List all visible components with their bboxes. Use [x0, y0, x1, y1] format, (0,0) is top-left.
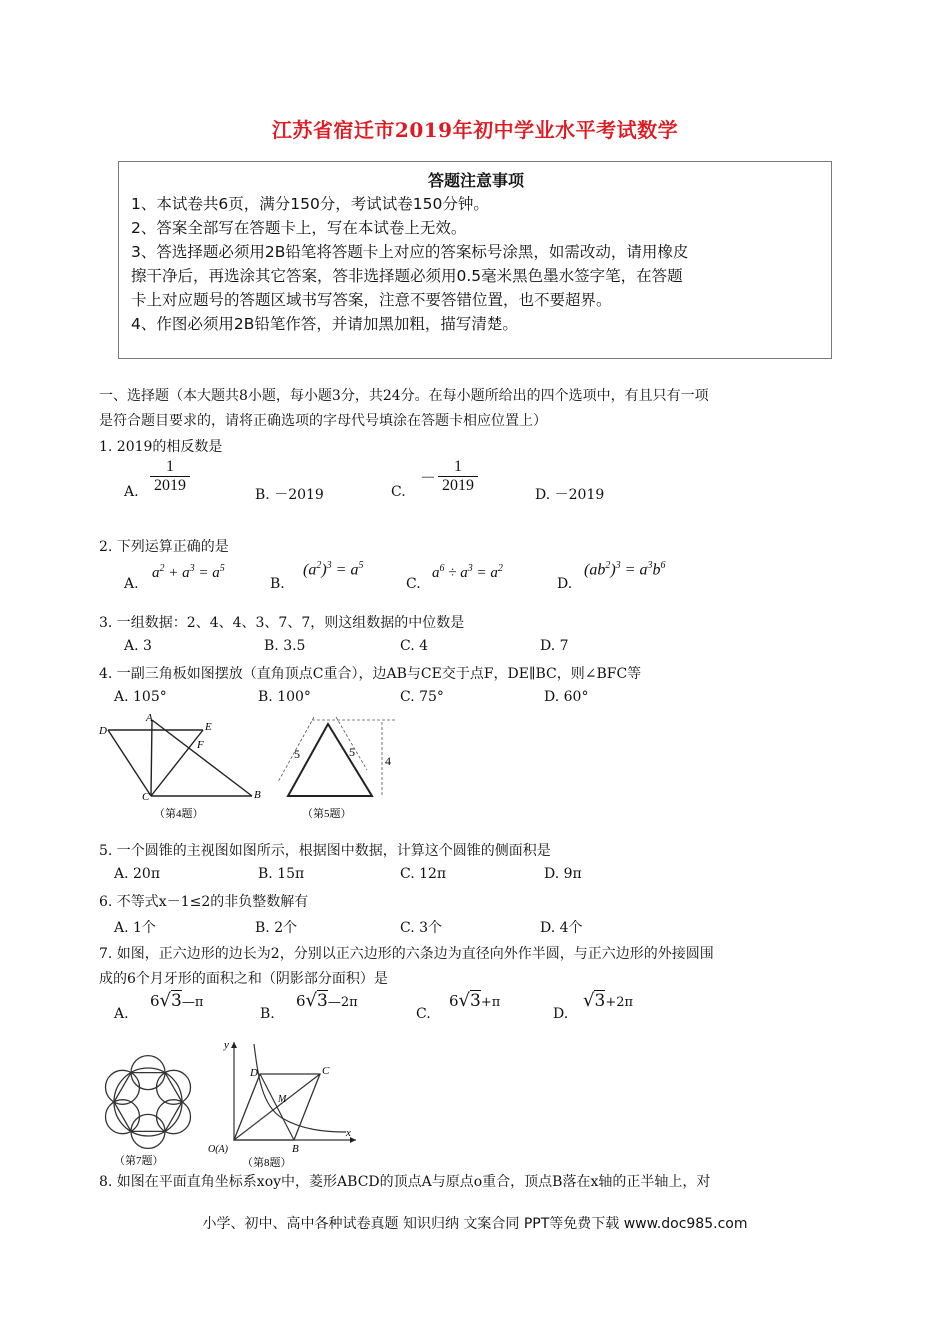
q1-option-d: D. －2019 [535, 487, 605, 503]
label-f: F [197, 739, 204, 751]
q3-option-c: C. 4 [400, 638, 429, 654]
fraction-numerator: 1 [454, 458, 463, 475]
side-label: 5 [349, 745, 355, 759]
label-d: D [250, 1067, 258, 1079]
q5-option-a: A. 20π [114, 866, 161, 882]
q2-option-b-label: B. [270, 576, 285, 592]
q1-option-a-label: A. [124, 484, 139, 500]
radicand: 3 [171, 991, 182, 1011]
q4-option-b: B. 100° [258, 689, 311, 705]
q2-stem: 2. 下列运算正确的是 [99, 539, 229, 555]
q2-option-a-formula: $a^2 + a^3 = a^5$ [152, 563, 225, 581]
q7-stem-line1: 7. 如图，正六边形的边长为2，分别以正六边形的六条边为直径向外作半圆，与正六边形的外接圆围 [99, 946, 714, 962]
q2-option-d-formula: $(ab^2)^3 = a^3b^6$ [584, 560, 666, 579]
notice-line: 2、答案全部写在答题卡上，写在本试卷上无效。 [131, 219, 467, 237]
document-title: 江苏省宿迁市2019年初中学业水平考试数学 [271, 118, 679, 142]
q4-option-c: C. 75° [400, 689, 444, 705]
fraction-denominator: 2019 [438, 476, 478, 495]
q3-option-b: B. 3.5 [264, 638, 306, 654]
q7-option-d-label: D. [553, 1006, 569, 1022]
section-intro-line1: 一、选择题（本大题共8小题，每小题3分，共24分。在每小题所给出的四个选项中，有且只有一项 [99, 388, 709, 404]
q8-stem: 8. 如图在平面直角坐标系xoy中，菱形ABCD的顶点A与原点o重合，顶点B落在x轴的正半轴上，对 [99, 1174, 711, 1190]
q3-stem: 3. 一组数据：2、4、4、3、7、7，则这组数据的中位数是 [99, 615, 465, 631]
q7-option-c-value: 6√3+π [449, 990, 501, 1011]
figure-caption: （第8题） [242, 1157, 292, 1169]
notice-heading: 答题注意事项 [427, 171, 524, 190]
q4-option-d: D. 60° [544, 689, 589, 705]
q1-stem: 1. 2019的相反数是 [99, 439, 223, 455]
q6-option-b: B. 2个 [255, 920, 298, 936]
notice-line: 4、作图必须用2B铅笔作答，并请加黑加粗，描写清楚。 [131, 315, 518, 333]
section-intro-line2: 是符合题目要求的，请将正确选项的字母代号填涂在答题卡相应位置上） [99, 413, 547, 429]
side-label: 4 [385, 754, 391, 768]
q7-option-b-label: B. [260, 1006, 275, 1022]
figure-q8 [206, 1036, 366, 1170]
q2-option-b-formula: $(a^2)^3 = a^5$ [303, 560, 364, 579]
q7-option-c-label: C. [416, 1006, 431, 1022]
figure-caption: （第5题） [302, 808, 352, 820]
minus-sign: － [420, 468, 437, 487]
axis-label-x: x [346, 1127, 351, 1139]
q2-option-c-label: C. [406, 576, 421, 592]
q6-option-a: A. 1个 [114, 920, 156, 936]
q7-option-a-label: A. [114, 1006, 129, 1022]
axis-label-y: y [224, 1039, 229, 1051]
label-b: B [292, 1143, 299, 1155]
label-b: B [254, 789, 261, 801]
q5-option-b: B. 15π [258, 866, 305, 882]
fraction-denominator: 2019 [150, 476, 190, 495]
notice-line: 3、答选择题必须用2B铅笔将答题卡上对应的答案标号涂黑，如需改动，请用橡皮 [131, 243, 689, 261]
figure-q5 [272, 712, 402, 824]
coefficient: 6 [150, 992, 160, 1010]
label-c: C [142, 791, 150, 803]
q5-stem: 5. 一个圆锥的主视图如图所示，根据图中数据，计算这个圆锥的侧面积是 [99, 843, 551, 859]
q6-stem: 6. 不等式x－1≤2的非负整数解有 [99, 894, 309, 910]
term: +π [480, 995, 501, 1010]
term: —2π [327, 995, 358, 1010]
q4-stem: 4. 一副三角板如图摆放（直角顶点C重合），边AB与CE交于点F，DE∥BC，则∠BFC等 [99, 666, 642, 682]
q6-option-d: D. 4个 [540, 920, 583, 936]
page-footer: 小学、初中、高中各种试卷真题 知识归纳 文案合同 PPT等免费下载 www.doc985.com [202, 1216, 748, 1232]
q7-option-a-value: 6√3—π [150, 990, 204, 1011]
term: +2π [605, 995, 634, 1010]
q5-option-c: C. 12π [400, 866, 447, 882]
label-a: A [146, 712, 153, 724]
figure-caption: （第7题） [114, 1155, 164, 1167]
q2-option-a-label: A. [124, 576, 139, 592]
q3-option-a: A. 3 [124, 638, 152, 654]
radicand: 3 [594, 991, 606, 1011]
notice-line: 卡上对应题号的答题区域书写答案，注意不要答错位置，也不要超界。 [131, 291, 612, 309]
notice-line: 1、本试卷共6页，满分150分，考试试卷150分钟。 [131, 195, 489, 213]
label-origin: O(A) [208, 1144, 228, 1155]
q4-option-a: A. 105° [114, 689, 167, 705]
figure-q7 [96, 1048, 206, 1170]
q1-option-b: B. －2019 [255, 487, 324, 503]
radicand: 3 [317, 991, 328, 1011]
q1-option-a-fraction [150, 458, 190, 495]
figure-q4 [96, 712, 266, 824]
label-m: M [278, 1094, 287, 1105]
q2-option-d-label: D. [557, 576, 573, 592]
figure-caption: （第4题） [154, 808, 204, 820]
radicand: 3 [470, 991, 481, 1011]
q7-stem-line2: 成的6个月牙形的面积之和（阴影部分面积）是 [99, 971, 388, 987]
label-c: C [322, 1065, 330, 1077]
term: —π [181, 995, 204, 1010]
label-e: E [205, 721, 212, 733]
q1-option-c-fraction [420, 458, 478, 495]
q6-option-c: C. 3个 [400, 920, 443, 936]
notice-box [118, 161, 832, 359]
coefficient: 6 [296, 992, 306, 1010]
q3-option-d: D. 7 [540, 638, 569, 654]
notice-line: 擦干净后，再选涂其它答案，答非选择题必须用0.5毫米黑色墨水签字笔，在答题 [131, 267, 683, 285]
coefficient: 6 [449, 992, 459, 1010]
q5-option-d: D. 9π [544, 866, 582, 882]
label-d: D [99, 725, 107, 737]
q7-option-d-value: √3+2π [583, 990, 634, 1011]
q7-option-b-value: 6√3—2π [296, 990, 358, 1011]
side-label: 5 [294, 747, 300, 761]
fraction-numerator: 1 [166, 458, 174, 475]
q2-option-c-formula: $a^6 \div a^3 = a^2$ [432, 563, 503, 581]
q1-option-c-label: C. [391, 484, 406, 500]
